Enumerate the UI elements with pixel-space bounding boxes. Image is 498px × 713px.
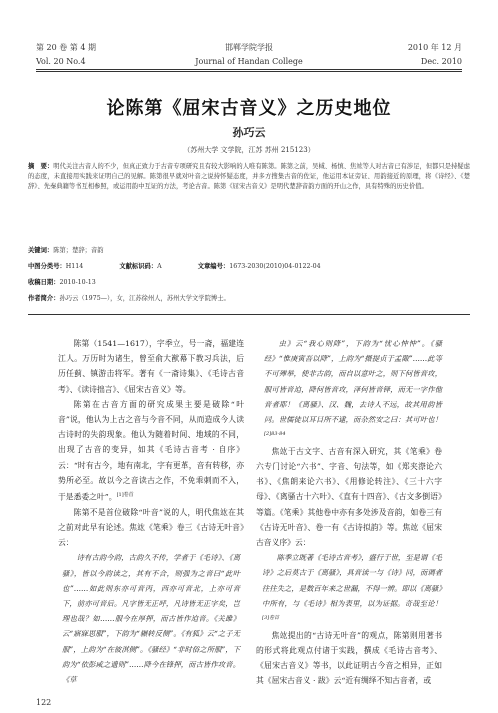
received-date: 2010-10-13 <box>59 279 96 286</box>
keywords-line <box>28 246 104 255</box>
doc-code: A <box>157 263 162 270</box>
block-quote-biancheng: 诗有古韵今韵，古韵久不传，学者于《毛诗》、《离骚》，皆以今韵读之，其有不合，则强为之音曰“此叶也”……如此则东亦可音丙，西亦可音北，上亦可音下，前亦可音后。凡字皆无正呼，凡诗皆无正字矣，岂理也哉？如……服今在厚押，而古皆作迫音。《关雎》云“寤寐思服”，下韵为“辗转反侧”。《有狐》云“之子无服”，上韵为“在彼淇侧”。《骚经》“非时俗之所服”，下韵为“依彭咸之遗则”……降今在锋押，而古皆作攻音。《草 <box>62 553 240 685</box>
block-quote-continued <box>264 336 442 444</box>
paragraph-jiaohong: 陈第不是首位破除“叶音”说的人，明代焦竑在其之前对此早有论述。焦竑《笔乘》卷三《古诗无叶音》云： <box>58 507 244 548</box>
block-quote-preface <box>262 550 442 627</box>
paragraph-bio-chendi: 陈第（1541—1617），字季立，号一斋，福建连江人。万历时为诸生，曾至俞大猷幕下教习兵法，后历任蓟、镇游击将军。著有《一斋诗集》、《毛诗古音考》、《读诗拙言》、《屈宋古音义》等。 <box>58 339 244 394</box>
clc-label: 中图分类号： <box>28 263 66 270</box>
author-bio-label: 作者简介： <box>28 295 60 302</box>
volume-issue-cn: 第 20 卷 第 4 期 <box>36 43 96 52</box>
paragraph-xieyin <box>58 397 244 505</box>
received-label: 收稿日期： <box>28 279 60 286</box>
paragraph-jiaohong-research: 焦竑于古文字、古音有深入研究，其《笔乘》卷六专门讨论“六书”、字音、句法等，如《郑夹漈论六书》、《焦朗来论六书》、《用修论转注》、《三十六字母》、《离骚古十六叶》、《直有十四音》、《古文多倒语》等篇。《笔乘》其他卷中亦有多处涉及音韵，如卷三有《古诗无叶音》、卷一有《古诗拟韵》等。焦竑《屈宋古音义序》云： <box>256 446 442 548</box>
abstract-rule <box>28 314 470 315</box>
classification-line <box>28 262 321 271</box>
citation-ref: [2]83-84 <box>264 431 286 438</box>
received-line <box>28 278 96 287</box>
citation-ref: [3]卷首 <box>262 615 280 622</box>
author-name: 孙巧云 <box>232 126 266 139</box>
issue-date-cn: 2010 年 12 月 <box>407 43 462 52</box>
issue-date-en: Dec. 2010 <box>420 57 462 66</box>
doc-code-label: 文献标识码： <box>119 263 158 270</box>
article-title: 论陈第《屈宋古音义》之历史地位 <box>106 98 392 119</box>
keywords: 陈第；楚辞；音韵 <box>53 247 104 254</box>
abstract-text: 明代关注古音人的不少，但真正致力于古音专项研究且有较大影响的人唯有陈第。陈第之前，吴棫、杨慎、焦竑等人对古音已有涉足，但都只是持疑虑的态度，未直接用实践来证明自己的见解。陈第很早就对叶音之说持怀疑态度，并多方搜集古音的佐证，他运用本证旁证、用韵接近的原理，将《诗经》、《楚辞》、先秦典籍等书互相参照，或运用韵中互证的方法，考论古音。陈第《屈宋古音义》是明代楚辞音韵方面的开山之作，具有特殊的历史价值。 <box>28 163 471 190</box>
header-rule <box>36 69 462 70</box>
abstract-label: 摘 要： <box>28 163 54 170</box>
body-left-column <box>58 336 244 687</box>
paragraph-xieyin-text: 陈第在古音方面的研究成果主要是破除“叶音”说，他认为上古之音与今音不同，从而造成今人读古诗时的失韵现象。他认为随着时间、地域的不同，出现了古音的变异，如其《毛诗古音考 · 自序》云：“时有古今，地有南北，字有更革，音有转移，亦势所必至。故以今之音读古之作，不免乖刺而不入，于是悉委之叶”。 <box>58 399 244 502</box>
article-number: 1673-2030(2010)04-0122-04 <box>229 263 321 270</box>
abstract <box>28 162 470 224</box>
journal-name-cn: 邯郸学院学报 <box>225 43 273 52</box>
citation-ref: [1]卷首 <box>116 492 134 499</box>
page-number: 122 <box>36 698 52 707</box>
paragraph-practice: 焦竑提出的“古诗无叶音”的观点，陈第则用著书的形式将此观点付诸于实践，撰成《毛诗古音考》、《屈宋古音义》等书，以此证明古今音之相异，正如其《屈宋古音义 · 跋》云“近有绸绎不知古音者，或 <box>256 630 442 686</box>
block-quote-continued-text: 虫》云“我心则降”，下韵为“忧心忡忡”。《骚经》“惟庚寅吾以降”，上韵为“摄提贞于孟陬”……此等不可殚举，使非古韵，而自以意叶之，则下何皆音攻，服可皆音迫，降何皆音攻，泽何皆音铎，而无一字作他音者耶！《离骚》、汉、魏，去诗人不远，故其用韵皆同。世儒徒以耳目所不逮，而杂然安之曰：其可叶也！ <box>264 339 442 425</box>
author-affiliation: （苏州大学 文学院，江苏 苏州 215123） <box>183 146 315 154</box>
volume-issue-en: Vol. 20 No.4 <box>36 57 86 66</box>
author-bio: 孙巧云（1975—），女，江苏徐州人，苏州大学文学院博士。 <box>59 295 230 302</box>
article-number-label: 文章编号： <box>197 263 230 270</box>
author-bio-line <box>28 294 230 303</box>
body-right-column <box>256 336 442 689</box>
block-quote-preface-text: 陈季立既著《毛诗古音考》，盛行于世，至是谓《毛诗》之后莫古于《离骚》，具音读一与《诗》同，而调者往往失之，是数百年来之世漏，不得一辨。即以《离骚》中所有，与《毛诗》相为表里，以为证据。奇哉至论！ <box>262 553 442 608</box>
clc-number: H114 <box>65 263 84 270</box>
keywords-label: 关键词： <box>28 247 54 254</box>
journal-name-en: Journal of Handan College <box>195 57 303 66</box>
header-rule-thin <box>36 71 462 72</box>
